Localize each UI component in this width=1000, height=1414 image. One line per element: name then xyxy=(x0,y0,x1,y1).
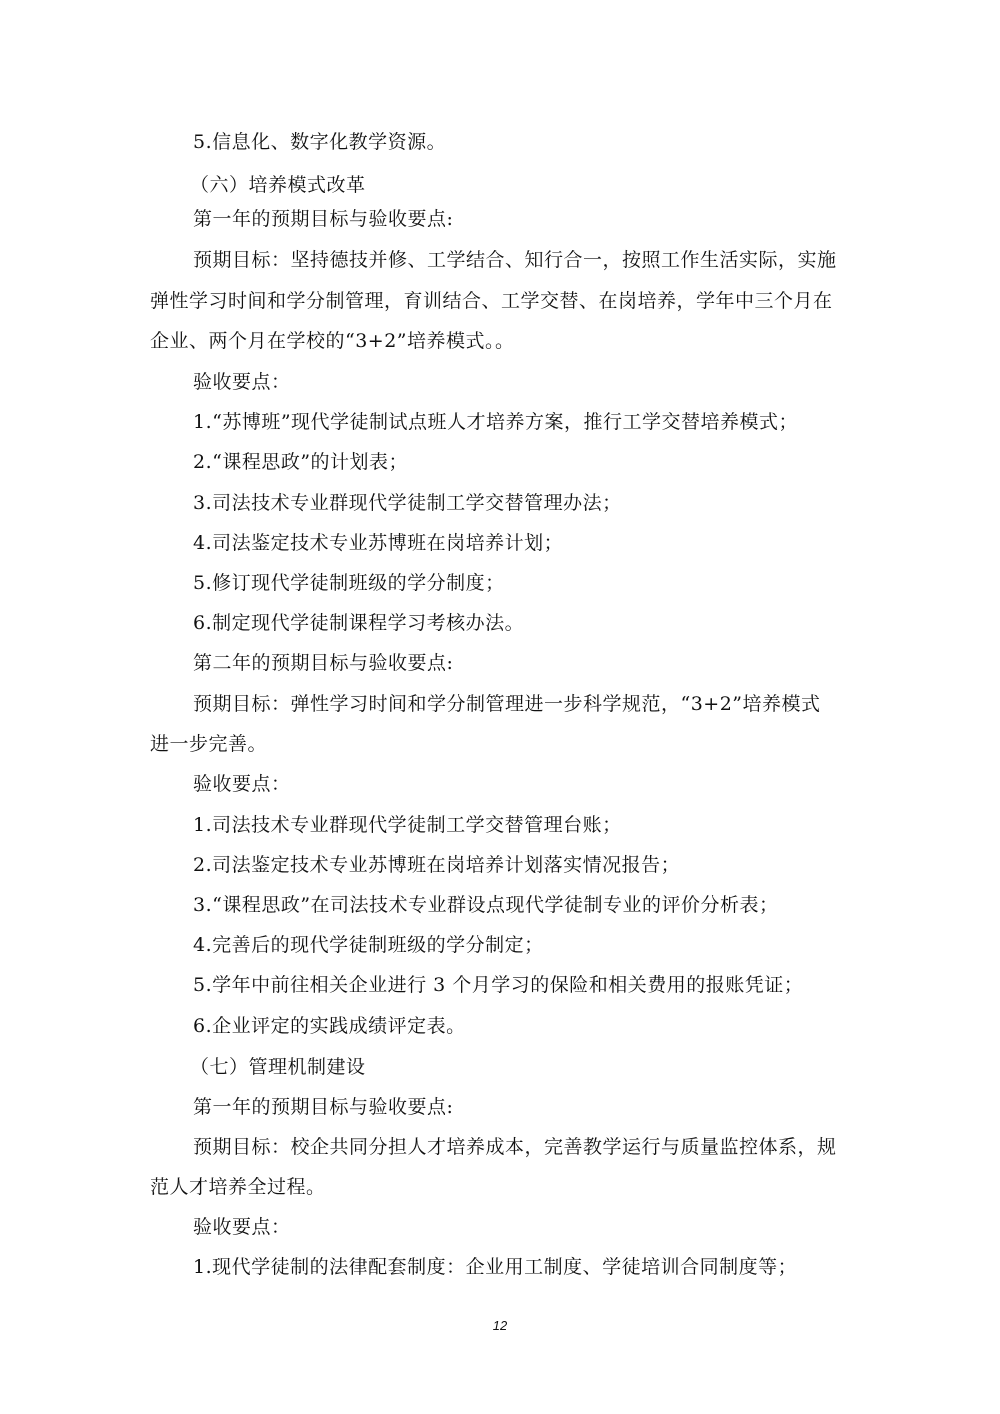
paragraph-line: 预期目标：坚持德技并修、工学结合、知行合一，按照工作生活实际，实施 xyxy=(193,249,837,271)
acceptance-heading: 验收要点： xyxy=(193,773,291,795)
list-item: 1.现代学徒制的法律配套制度：企业用工制度、学徒培训合同制度等； xyxy=(193,1256,798,1278)
list-item: 6.制定现代学徒制课程学习考核办法。 xyxy=(193,612,525,634)
paragraph-line: 预期目标：校企共同分担人才培养成本，完善教学运行与质量监控体系，规 xyxy=(193,1136,837,1158)
list-item: 6.企业评定的实践成绩评定表。 xyxy=(193,1015,466,1037)
list-item: 2.司法鉴定技术专业苏博班在岗培养计划落实情况报告； xyxy=(193,854,681,876)
page-number: 12 xyxy=(492,1318,508,1333)
paragraph-line: 范人才培养全过程。 xyxy=(150,1176,326,1198)
paragraph-line: 预期目标：弹性学习时间和学分制管理进一步科学规范，“3+2”培养模式 xyxy=(193,693,821,715)
section-heading-7: （七）管理机制建设 xyxy=(190,1056,366,1078)
list-item: 1.“苏博班”现代学徒制试点班人才培养方案，推行工学交替培养模式； xyxy=(193,411,799,433)
list-item: 3.司法技术专业群现代学徒制工学交替管理办法； xyxy=(193,492,622,514)
year-one-heading: 第一年的预期目标与验收要点: xyxy=(193,208,454,230)
section-heading-6: （六）培养模式改革 xyxy=(190,174,366,196)
acceptance-heading: 验收要点： xyxy=(193,371,291,393)
acceptance-heading: 验收要点： xyxy=(193,1216,291,1238)
list-item: 3.“课程思政”在司法技术专业群设点现代学徒制专业的评价分析表； xyxy=(193,894,779,916)
paragraph-line: 进一步完善。 xyxy=(150,733,268,755)
paragraph-line: 弹性学习时间和学分制管理，育训结合、工学交替、在岗培养，学年中三个月在 xyxy=(150,290,833,312)
paragraph-line: 企业、两个月在学校的“3+2”培养模式。。 xyxy=(150,330,515,352)
list-item: 5.学年中前往相关企业进行 3 个月学习的保险和相关费用的报账凭证； xyxy=(193,974,804,996)
year-two-heading: 第二年的预期目标与验收要点: xyxy=(193,652,454,674)
list-item: 5.修订现代学徒制班级的学分制度； xyxy=(193,572,505,594)
year-one-heading: 第一年的预期目标与验收要点: xyxy=(193,1096,454,1118)
list-item: 4.完善后的现代学徒制班级的学分制定； xyxy=(193,934,544,956)
resource-item-5: 5.信息化、数字化教学资源。 xyxy=(193,131,447,153)
list-item: 4.司法鉴定技术专业苏博班在岗培养计划； xyxy=(193,532,564,554)
list-item: 1.司法技术专业群现代学徒制工学交替管理台账； xyxy=(193,814,622,836)
list-item: 2.“课程思政”的计划表； xyxy=(193,451,409,473)
